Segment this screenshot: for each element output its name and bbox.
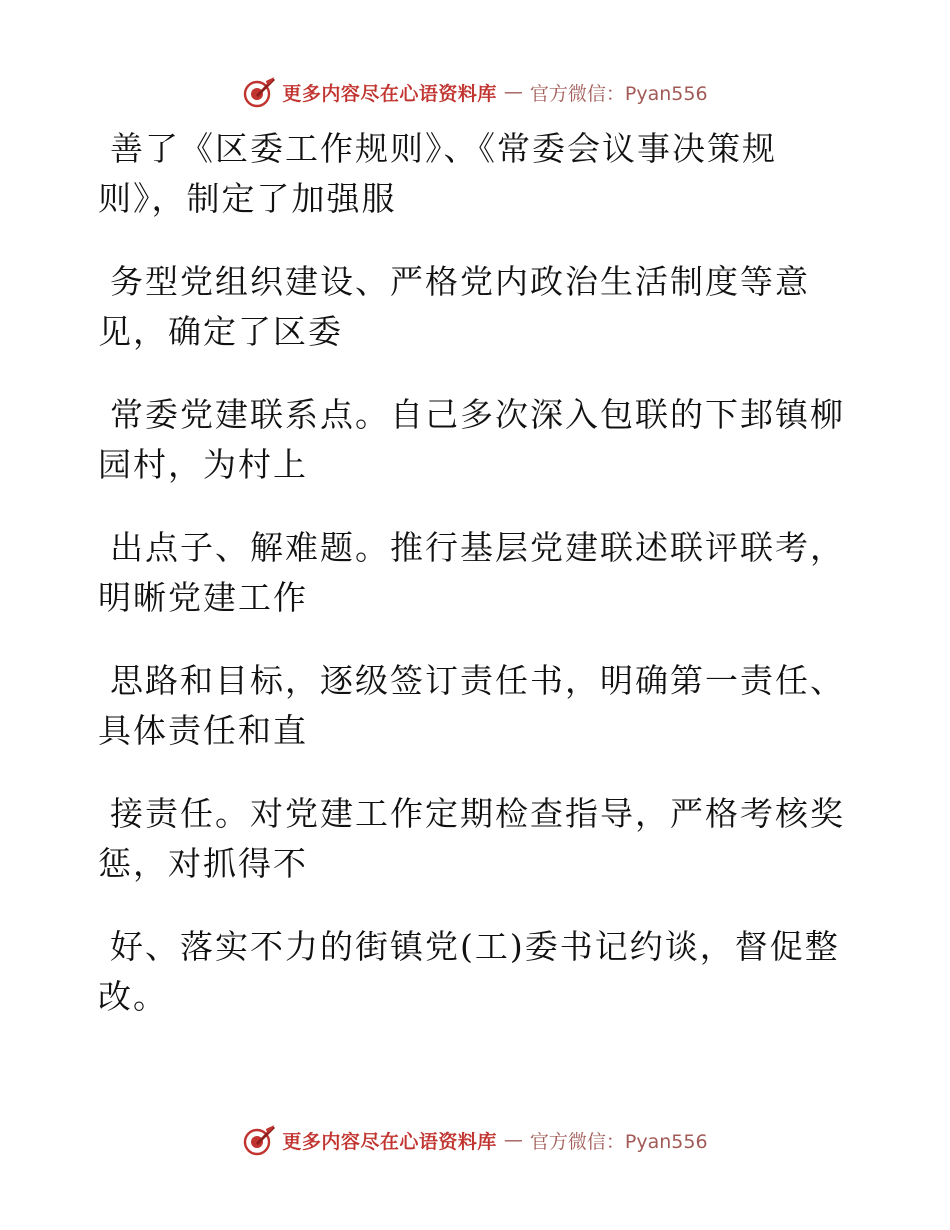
paragraph <box>98 523 845 623</box>
text-line: 改。 <box>98 977 168 1016</box>
header-watermark <box>0 70 950 114</box>
paragraph <box>98 390 845 490</box>
text-line: 好、落实不力的街镇党(工)委书记约谈，督促整 <box>110 927 840 966</box>
paragraph <box>98 922 838 1022</box>
text-line: 出点子、解难题。推行基层党建联述联评联考， <box>110 528 845 567</box>
paragraph <box>98 656 845 756</box>
paragraph <box>98 789 845 889</box>
text-line: 务型党组织建设、严格党内政治生活制度等意 <box>110 262 810 301</box>
paragraph <box>98 257 838 357</box>
brand-name: 更多内容尽在心语资料库 <box>282 82 497 105</box>
text-line: 常委党建联系点。自己多次深入包联的下邽镇柳 <box>110 395 845 434</box>
separator-dash: — <box>503 1129 523 1151</box>
text-line: 园村，为村上 <box>98 445 308 484</box>
text-line: 思路和目标，逐级签订责任书，明确第一责任、 <box>110 661 845 700</box>
text-line: 接责任。对党建工作定期检查指导，严格考核奖 <box>110 794 845 833</box>
wechat-id: 官方微信：Pyan556 <box>529 82 708 105</box>
text-line: 明晰党建工作 <box>98 578 308 617</box>
paragraph <box>98 124 838 224</box>
footer-watermark <box>0 1118 950 1162</box>
separator-dash: — <box>503 81 523 103</box>
brand-name: 更多内容尽在心语资料库 <box>282 1130 497 1153</box>
document-body <box>98 124 845 1055</box>
text-line: 惩，对抓得不 <box>98 844 308 883</box>
text-line: 善了《区委工作规则》、《常委会议事决策规 <box>110 129 777 168</box>
text-line: 则》，制定了加强服 <box>98 179 397 218</box>
quill-pen-logo-icon <box>242 1123 276 1157</box>
text-line: 见，确定了区委 <box>98 312 343 351</box>
quill-pen-logo-icon <box>242 75 276 109</box>
text-line: 具体责任和直 <box>98 711 308 750</box>
wechat-id: 官方微信：Pyan556 <box>529 1130 708 1153</box>
